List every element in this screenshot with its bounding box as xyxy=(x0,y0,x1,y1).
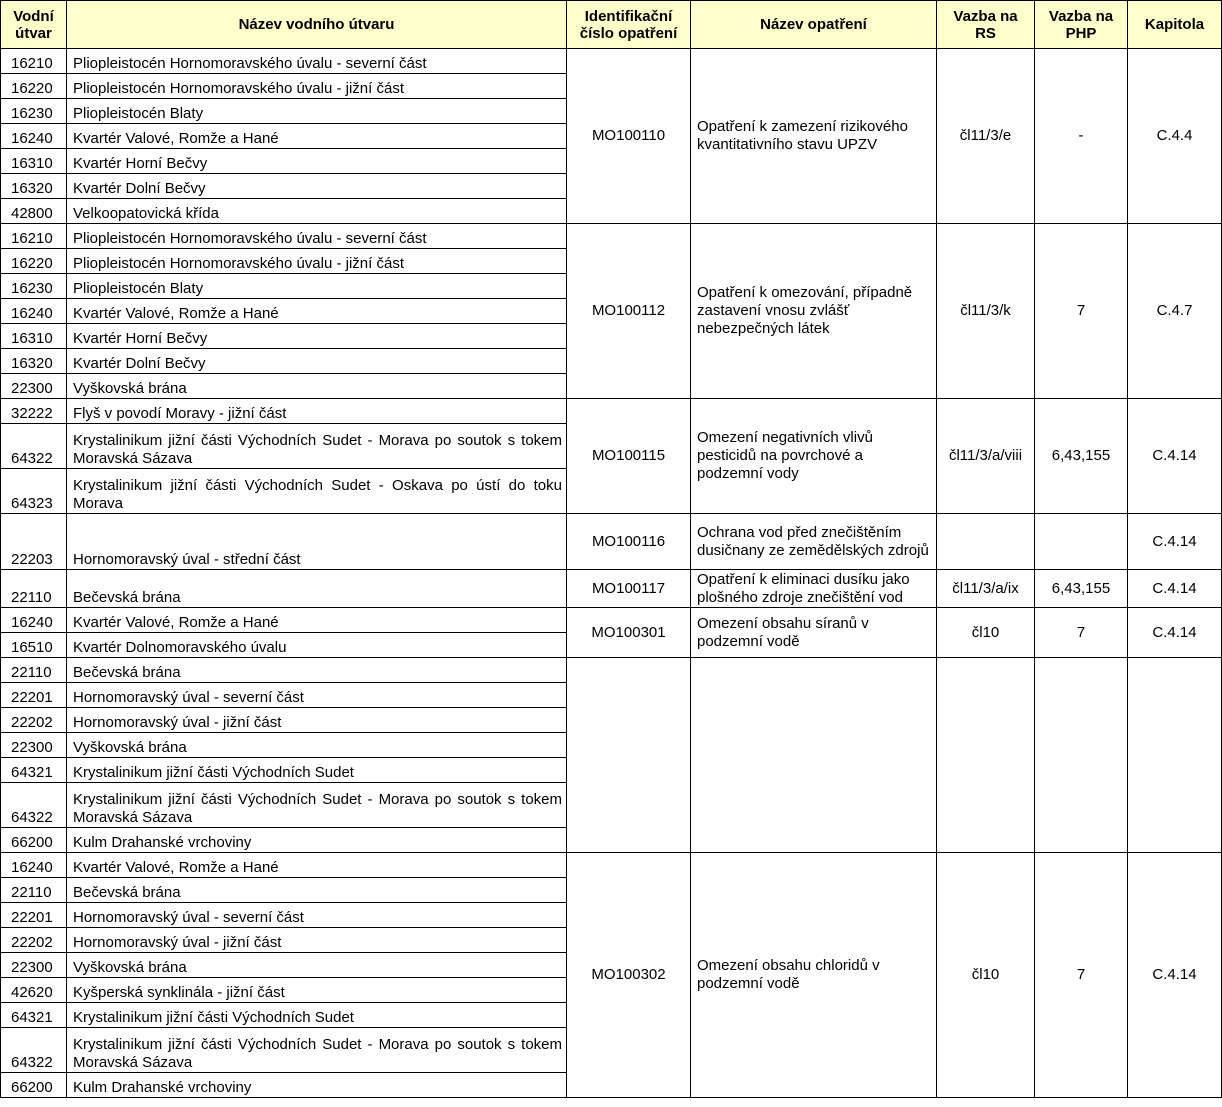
cell-name: Kvartér Valové, Romže a Hané xyxy=(67,124,567,149)
cell-code: 22300 xyxy=(1,374,67,399)
table-row xyxy=(1,514,1222,570)
cell-code: 16310 xyxy=(1,324,67,349)
cell-name: Kvartér Valové, Romže a Hané xyxy=(67,853,567,878)
cell-measure-name: Opatření k omezování, případně zastavení vnosu zvlášť nebezpečných látek xyxy=(691,224,937,399)
cell-name: Bečevská brána xyxy=(67,658,567,683)
cell-code: 66200 xyxy=(1,828,67,853)
cell-code: 22202 xyxy=(1,708,67,733)
cell-code: 16240 xyxy=(1,299,67,324)
cell-rs-empty xyxy=(937,658,1035,853)
cell-name: Krystalinikum jižní části Východních Sudet - Morava po soutok s tokem Moravská Sázava xyxy=(67,424,567,469)
cell-code: 64321 xyxy=(1,1003,67,1028)
cell-rs: čl11/3/a/ix xyxy=(937,570,1035,608)
cell-measure-name-empty xyxy=(691,658,937,853)
cell-code: 42620 xyxy=(1,978,67,1003)
cell-name: Krystalinikum jižní části Východních Sudet xyxy=(67,1003,567,1028)
cell-code: 16240 xyxy=(1,853,67,878)
header-measure: Název opatření xyxy=(691,1,937,49)
cell-chapter: C.4.14 xyxy=(1128,514,1222,570)
cell-code: 64321 xyxy=(1,758,67,783)
cell-name: Krystalinikum jižní části Východních Sudet - Morava po soutok s tokem Moravská Sázava xyxy=(67,1028,567,1073)
cell-code: 16230 xyxy=(1,99,67,124)
cell-php: 6,43,155 xyxy=(1035,399,1128,514)
cell-code: 66200 xyxy=(1,1073,67,1098)
cell-name: Vyškovská brána xyxy=(67,953,567,978)
cell-code: 16320 xyxy=(1,349,67,374)
table-row xyxy=(1,658,1222,683)
cell-name: Kvartér Valové, Romže a Hané xyxy=(67,299,567,324)
cell-measure-name: Opatření k eliminaci dusíku jako plošného zdroje znečištění vod xyxy=(691,570,937,608)
cell-code: 22300 xyxy=(1,953,67,978)
cell-name: Flyš v povodí Moravy - jižní část xyxy=(67,399,567,424)
header-row xyxy=(1,1,1222,49)
cell-rs: čl10 xyxy=(937,853,1035,1098)
cell-name: Pliopleistocén Hornomoravského úvalu - severní část xyxy=(67,224,567,249)
cell-measure-name: Omezení obsahu síranů v podzemní vodě xyxy=(691,608,937,658)
table-row xyxy=(1,399,1222,424)
cell-name: Kyšperská synklinála - jižní část xyxy=(67,978,567,1003)
cell-rs: čl11/3/a/viii xyxy=(937,399,1035,514)
cell-name: Kvartér Dolní Bečvy xyxy=(67,349,567,374)
cell-code: 16220 xyxy=(1,74,67,99)
cell-name: Velkoopatovická křída xyxy=(67,199,567,224)
cell-code: 64323 xyxy=(1,469,67,514)
cell-name: Pliopleistocén Hornomoravského úvalu - jižní část xyxy=(67,249,567,274)
cell-code: 64322 xyxy=(1,424,67,469)
cell-measure-id: MO100117 xyxy=(567,570,691,608)
cell-name: Vyškovská brána xyxy=(67,733,567,758)
table-row xyxy=(1,570,1222,608)
cell-code: 22201 xyxy=(1,903,67,928)
cell-name: Kvartér Dolnomoravského úvalu xyxy=(67,633,567,658)
cell-measure-id: MO100116 xyxy=(567,514,691,570)
cell-measure-name: Ochrana vod před znečištěním dusičnany ze zemědělských zdrojů xyxy=(691,514,937,570)
cell-code: 16220 xyxy=(1,249,67,274)
cell-php: - xyxy=(1035,49,1128,224)
cell-name: Kvartér Horní Bečvy xyxy=(67,149,567,174)
cell-code: 16240 xyxy=(1,608,67,633)
header-chapter: Kapitola xyxy=(1128,1,1222,49)
cell-name: Kvartér Valové, Romže a Hané xyxy=(67,608,567,633)
cell-chapter: C.4.14 xyxy=(1128,570,1222,608)
cell-chapter: C.4.7 xyxy=(1128,224,1222,399)
cell-rs: čl10 xyxy=(937,608,1035,658)
cell-name: Krystalinikum jižní části Východních Sudet xyxy=(67,758,567,783)
cell-code: 22203 xyxy=(1,514,67,570)
cell-php-empty xyxy=(1035,658,1128,853)
cell-name: Kvartér Dolní Bečvy xyxy=(67,174,567,199)
cell-name: Hornomoravský úval - jižní část xyxy=(67,708,567,733)
cell-rs: čl11/3/k xyxy=(937,224,1035,399)
cell-measure-id-empty xyxy=(567,658,691,853)
cell-code: 16210 xyxy=(1,224,67,249)
cell-name: Bečevská brána xyxy=(67,878,567,903)
cell-name: Kulm Drahanské vrchoviny xyxy=(67,1073,567,1098)
cell-chapter-empty xyxy=(1128,658,1222,853)
header-code: Vodní útvar xyxy=(1,1,67,49)
cell-measure-name: Omezení obsahu chloridů v podzemní vodě xyxy=(691,853,937,1098)
cell-rs: čl11/3/e xyxy=(937,49,1035,224)
cell-code: 16240 xyxy=(1,124,67,149)
cell-php: 7 xyxy=(1035,608,1128,658)
cell-measure-id: MO100112 xyxy=(567,224,691,399)
cell-code: 16510 xyxy=(1,633,67,658)
cell-code: 16210 xyxy=(1,49,67,74)
table-row xyxy=(1,49,1222,74)
cell-name: Hornomoravský úval - severní část xyxy=(67,903,567,928)
cell-measure-id: MO100302 xyxy=(567,853,691,1098)
cell-name: Kulm Drahanské vrchoviny xyxy=(67,828,567,853)
cell-name: Hornomoravský úval - jižní část xyxy=(67,928,567,953)
table-row xyxy=(1,853,1222,878)
cell-name: Pliopleistocén Hornomoravského úvalu - severní část xyxy=(67,49,567,74)
table-row xyxy=(1,608,1222,633)
cell-code: 22202 xyxy=(1,928,67,953)
header-rs: Vazba na RS xyxy=(937,1,1035,49)
cell-name: Hornomoravský úval - střední část xyxy=(67,514,567,570)
cell-code: 16230 xyxy=(1,274,67,299)
cell-code: 64322 xyxy=(1,783,67,828)
cell-code: 22300 xyxy=(1,733,67,758)
cell-rs xyxy=(937,514,1035,570)
table-row xyxy=(1,224,1222,249)
cell-name: Vyškovská brána xyxy=(67,374,567,399)
cell-chapter: C.4.14 xyxy=(1128,399,1222,514)
cell-chapter: C.4.4 xyxy=(1128,49,1222,224)
cell-name: Kvartér Horní Bečvy xyxy=(67,324,567,349)
cell-chapter: C.4.14 xyxy=(1128,853,1222,1098)
cell-name: Hornomoravský úval - severní část xyxy=(67,683,567,708)
cell-code: 22110 xyxy=(1,878,67,903)
cell-measure-id: MO100301 xyxy=(567,608,691,658)
cell-code: 16310 xyxy=(1,149,67,174)
header-php: Vazba na PHP xyxy=(1035,1,1128,49)
cell-measure-name: Omezení negativních vlivů pesticidů na povrchové a podzemní vody xyxy=(691,399,937,514)
cell-measure-name: Opatření k zamezení rizikového kvantitativního stavu UPZV xyxy=(691,49,937,224)
header-id: Identifikační číslo opatření xyxy=(567,1,691,49)
cell-chapter: C.4.14 xyxy=(1128,608,1222,658)
cell-code: 16320 xyxy=(1,174,67,199)
cell-code: 22110 xyxy=(1,570,67,608)
cell-code: 22110 xyxy=(1,658,67,683)
cell-code: 22201 xyxy=(1,683,67,708)
cell-php xyxy=(1035,514,1128,570)
cell-name: Krystalinikum jižní části Východních Sudet - Morava po soutok s tokem Moravská Sázava xyxy=(67,783,567,828)
cell-name: Pliopleistocén Hornomoravského úvalu - jižní část xyxy=(67,74,567,99)
cell-code: 64322 xyxy=(1,1028,67,1073)
cell-name: Bečevská brána xyxy=(67,570,567,608)
cell-name: Pliopleistocén Blaty xyxy=(67,274,567,299)
cell-php: 7 xyxy=(1035,853,1128,1098)
cell-measure-id: MO100110 xyxy=(567,49,691,224)
cell-measure-id: MO100115 xyxy=(567,399,691,514)
header-name: Název vodního útvaru xyxy=(67,1,567,49)
cell-code: 42800 xyxy=(1,199,67,224)
cell-code: 32222 xyxy=(1,399,67,424)
cell-php: 6,43,155 xyxy=(1035,570,1128,608)
cell-name: Krystalinikum jižní části Východních Sudet - Oskava po ústí do toku Morava xyxy=(67,469,567,514)
cell-name: Pliopleistocén Blaty xyxy=(67,99,567,124)
cell-php: 7 xyxy=(1035,224,1128,399)
